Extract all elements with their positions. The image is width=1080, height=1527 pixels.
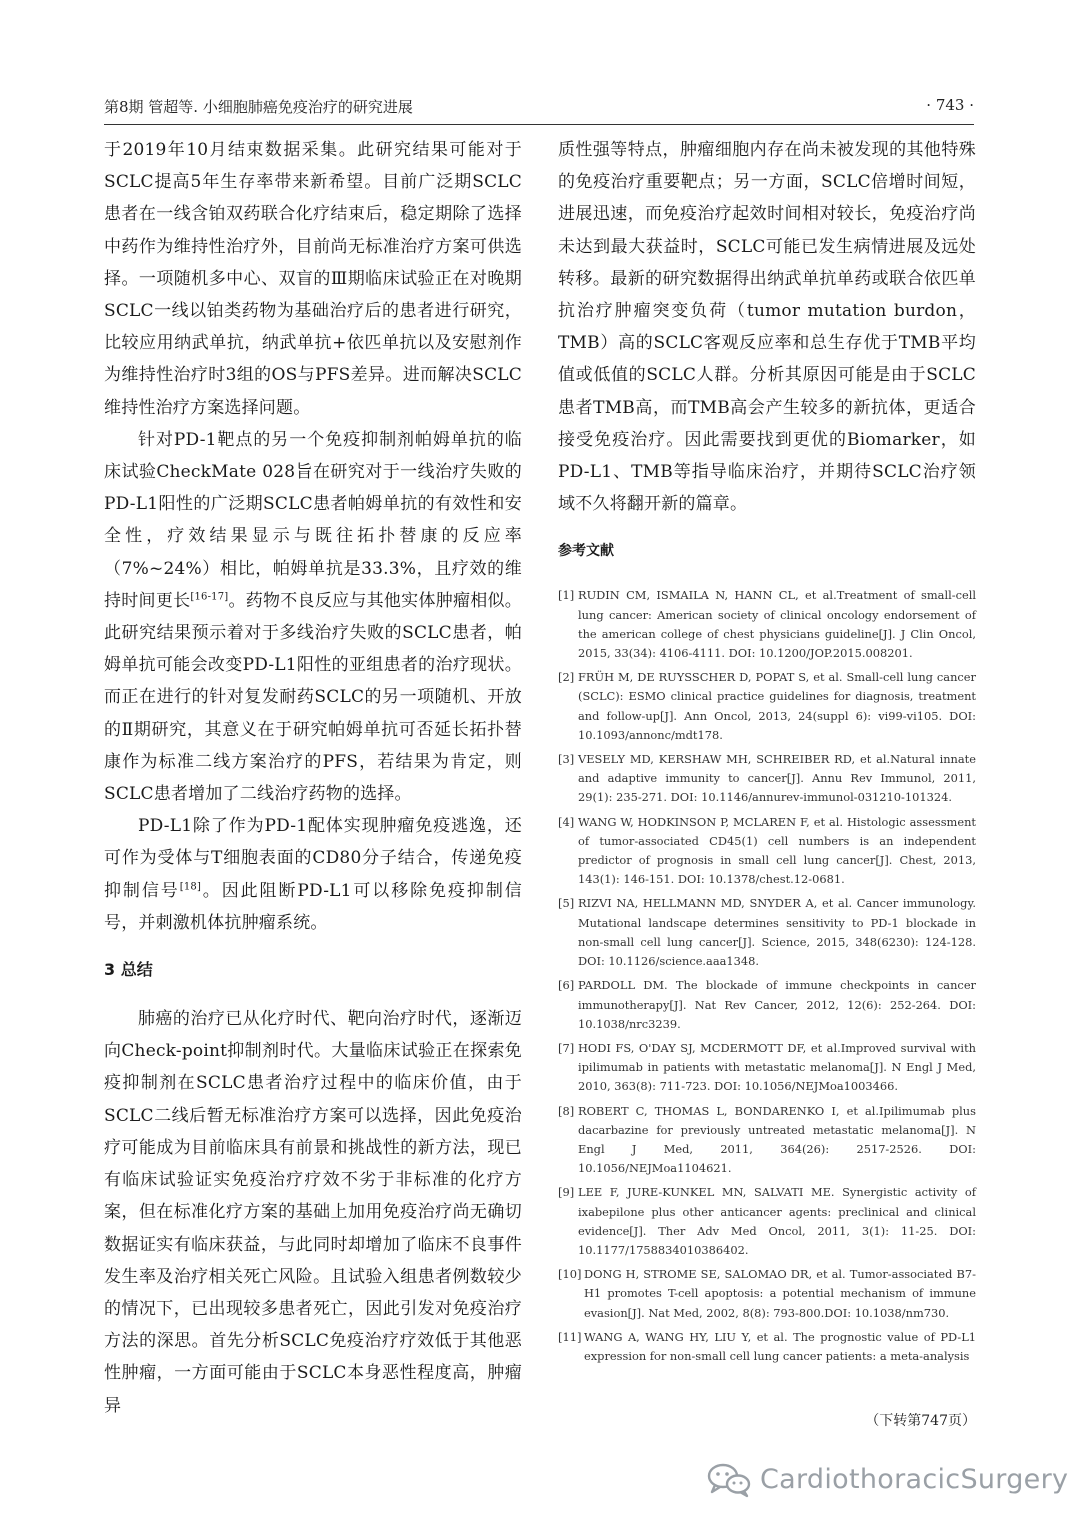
reference-number: [1] [558,588,575,603]
reference-item [558,813,976,890]
text-run: PD-L1除了作为PD-1配体实现肿瘤免疫逃逸，还可作为受体与T细胞表面的CD80分子结合，传递免疫抑制信号 [104,816,522,901]
reference-number: [4] [558,814,575,829]
reference-number: [11] [558,1329,582,1344]
reference-number: [3] [558,752,575,767]
continued-note: （下转第747页） [865,1413,976,1429]
reference-number: [6] [558,978,575,993]
reference-text: PARDOLL DM. The blockade of immune checkpoints in cancer immunotherapy[J]. Nat Rev Cancer, 2012, 12(6): 252-264. DOI: 10.1038/nrc3239. [578,978,976,1031]
header-journal-title: 第8期 管超等. 小细胞肺癌免疫治疗的研究进展 [104,98,413,116]
body-paragraph [104,424,522,810]
body-paragraph: 肺癌的治疗已从化疗时代、靶向治疗时代，逐渐迈向Check-point抑制剂时代。大量临床试验正在探索免疫抑制剂在SCLC患者治疗过程中的临床价值，由于SCLC二线后暂无标准治疗方案可以选择，因此免疫治疗可能成为目前临床具有前景和挑战性的新方法，现已有临床试验证实免疫治疗疗效不劣于非标准的化疗方案，但在标准化疗方案的基础上加用免疫治疗尚无确切数据证实有临床获益，与此同时却增加了临床不良事件发生率及治疗相关死亡风险。且试验入组患者例数较少的情况下，已出现较多患者死亡，因此引发对免疫治疗方法的深思。首先分析SCLC免疫治疗疗效低于其他恶性肿瘤，一方面可能由于SCLC本身恶性程度高，肿瘤异 [104,1009,522,1416]
page-number: · 743 · [926,96,974,114]
reference-number: [2] [558,670,575,685]
reference-item [558,1328,976,1366]
wechat-icon [706,1462,752,1498]
citation-superscript: [16-17] [190,591,229,603]
reference-number: [9] [558,1185,575,1200]
watermark-text: CardiothoracicSurgery [760,1464,1069,1495]
reference-text: WANG W, HODKINSON P, MCLAREN F, et al. Histologic assessment of tumor-associated CD45(1) cell numbers is an independent predictor of prognosis in small cell lung cancer[J]. Chest, 2013, 143(1): 146-151. DOI: 10.1378/chest.12-0681. [578,814,976,887]
text-run: 。因此阻断PD-L1可以移除免疫抑制信号，并刺激机体抗肿瘤系统。 [104,880,522,933]
reference-text: RUDIN CM, ISMAILA N, HANN CL, et al.Treatment of small-cell lung cancer: American society of clinical oncology endorsement of the american college of chest physicians guideline[J]. J Clin Oncol, 2015, 33(34): 4106-4111. DOI: 10.1200/JOP.2015.008201. [578,588,976,661]
body-paragraph [104,810,522,939]
reference-list [558,586,976,1366]
reference-item [558,586,976,663]
citation-superscript: [18] [179,881,202,893]
reference-number: [10] [558,1267,582,1282]
reference-number: [5] [558,896,575,911]
reference-text: FRÜH M, DE RUYSSCHER D, POPAT S, et al. Small-cell lung cancer (SCLC): ESMO clinical practice guidelines for diagnosis, treatment and follow-up[J]. Ann Oncol, 2013, 24(suppl 6): vi99-vi105. DOI: 10.1093/annonc/mdt178. [578,670,976,742]
reference-item [558,894,976,971]
reference-text: RIZVI NA, HELLMANN MD, SNYDER A, et al. Cancer immunology. Mutational landscape determines sensitivity to PD-1 blockade in non-small cell lung cancer[J]. Science, 2015, 348(6230): 124-128. DOI: 10.1126/science.aaa1348. [578,896,976,969]
reference-text: HODI FS, O'DAY SJ, MCDERMOTT DF, et al.Improved survival with ipilimumab in patients with metastatic melanoma[J]. N Engl J Med, 2010, 363(8): 711-723. DOI: 10.1056/NEJMoa1003466. [578,1040,976,1094]
left-column [104,134,522,1422]
body-paragraph: 质性强等特点，肿瘤细胞内存在尚未被发现的其他特殊的免疫治疗重要靶点；另一方面，SCLC倍增时间短，进展迅速，而免疫治疗起效时间相对较长，免疫治疗尚未达到最大获益时，SCLC可能已发生病情进展及远处转移。最新的研究数据得出纳武单抗单药或联合依匹单抗治疗肿瘤突变负荷（tumor mutation burdon，TMB）高的SCLC客观反应率和总生存优于TMB平均值或低值的SCLC人群。分析其原因可能是由于SCLC患者TMB高，而TMB高会产生较多的新抗体，更适合接受免疫治疗。因此需要找到更优的Biomarker，如PD-L1、TMB等指导临床治疗，并期待SCLC治疗领域不久将翻开新的篇章。 [558,140,976,515]
watermark [706,1460,1069,1500]
reference-item [558,976,976,1034]
reference-number: [8] [558,1103,575,1118]
reference-text: DONG H, STROME SE, SALOMAO DR, et al. Tumor-associated B7-H1 promotes T-cell apoptosis: a potential mechanism of immune evasion[J]. Nat Med, 2002, 8(8): 793-800.DOI: 10.1038/nm730. [584,1267,976,1320]
reference-text: ROBERT C, THOMAS L, BONDARENKO I, et al.Ipilimumab plus dacarbazine for previously untreated metastatic melanoma[J]. N Engl J Med, 2011, 364(26): 2517-2526. DOI: 10.1056/NEJMoa1104621. [578,1103,976,1176]
text-run: 。药物不良反应与其他实体肿瘤相似。此研究结果预示着对于多线治疗失败的SCLC患者，帕姆单抗可能会改变PD-L1阳性的亚组患者的治疗现状。而正在进行的针对复发耐药SCLC的另一项随机、开放的Ⅱ期研究，其意义在于研究帕姆单抗可否延长拓扑替康作为标准二线方案治疗的PFS，若结果为肯定，则SCLC患者增加了二线治疗药物的选择。 [104,590,522,805]
reference-item [558,1039,976,1097]
reference-text: VESELY MD, KERSHAW MH, SCHREIBER RD, et al.Natural innate and adaptive immunity to cancer[J]. Annu Rev Immunol, 2011, 29(1): 235-271. DOI: 10.1146/annurev-immunol-031210-101324. [578,752,976,805]
reference-item [558,668,976,745]
reference-item [558,1102,976,1179]
reference-item [558,1265,976,1323]
section-heading: 3 总结 [104,960,153,980]
references-heading: 参考文献 [558,543,614,560]
reference-text: LEE F, JURE-KUNKEL MN, SALVATI ME. Synergistic activity of ixabepilone plus other anticancer agents: preclinical and clinical evidence[J]. Ther Adv Med Oncol, 2011, 3(1): 11-25. DOI: 10.1177/1758834010386402. [578,1185,976,1257]
right-column [558,134,976,1371]
reference-item [558,750,976,808]
reference-number: [7] [558,1040,575,1055]
reference-text: WANG A, WANG HY, LIU Y, et al. The prognostic value of PD-L1 expression for non-small cell lung cancer patients: a meta-analysis [584,1329,976,1363]
text-run: 针对PD-1靶点的另一个免疫抑制剂帕姆单抗的临床试验CheckMate 028旨在研究对于一线治疗失败的PD-L1阳性的广泛期SCLC患者帕姆单抗的有效性和安全性，疗效结果显示与既往拓扑替康的反应率（7%~24%）相比，帕姆单抗是33.3%，且疗效的维持时间更长 [104,429,522,611]
reference-item [558,1183,976,1260]
running-header [104,92,974,118]
header-rule [104,124,974,125]
body-paragraph: 于2019年10月结束数据采集。此研究结果可能对于SCLC提高5年生存率带来新希望。目前广泛期SCLC患者在一线含铂双药联合化疗结束后，稳定期除了选择中药作为维持性治疗外，目前尚无标准治疗方案可供选择。一项随机多中心、双盲的Ⅲ期临床试验正在对晚期SCLC一线以铂类药物为基础治疗后的患者进行研究，比较应用纳武单抗，纳武单抗+依匹单抗以及安慰剂作为维持性治疗时3组的OS与PFS差异。进而解决SCLC维持性治疗方案选择问题。 [104,140,522,418]
